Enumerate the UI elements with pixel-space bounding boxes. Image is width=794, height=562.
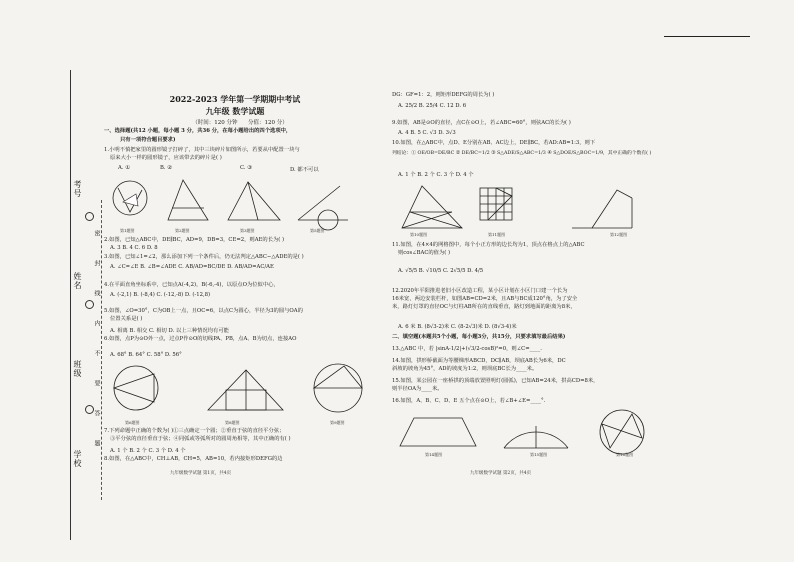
q12-text: 12.2020年平阳推进老旧小区改造工程，某小区计划在小区门口建一个长为 [392, 288, 568, 294]
q5-text: 5.如图，∠O=30°，C为OB上一点，且OC=6，以点C为圆心，半径为3的圆与OA的 [104, 308, 303, 314]
q11-text-2: 则cos∠BAC的值为( ) [398, 250, 451, 256]
section1-heading-2: 只有一项符合题目要求) [120, 137, 176, 143]
fig-caption: 第2题图 [175, 228, 190, 233]
school-label: 学校 [73, 450, 82, 468]
class-label: 班级 [73, 360, 82, 378]
seal-char: 线 [93, 290, 100, 297]
fig-caption: 第9题图 [330, 420, 345, 425]
q7-text-2: ③平分弦的直径垂直于弦；④同弧或等弧所对的圆周角相等，其中正确的有( ) [110, 436, 291, 442]
q6-text: 6.如图，点P为⊙O外一点，过点P作⊙O的切线PA、PB，点A、B为切点，连接AO [104, 336, 297, 342]
q2-options: A. 3 B. 4 C. 6 D. 8 [110, 245, 158, 251]
fig-caption: 第16题图 [616, 452, 634, 457]
section2-heading: 二、填空题(本题共5个小题，每小题3分，共15分，只要求填写最后结果) [392, 334, 566, 340]
q4-text: 4.在平面直角坐标系中，已知点A(-4,2)，B(-6,-4)，以原点O为位似中心， [104, 282, 279, 288]
seal-char: 密 [93, 230, 100, 237]
q9-options: A. 4 B. 5 C. √3 D. 3√3 [398, 130, 456, 136]
q15-text: 15.如图，某公园在一座桥拱的顶端放置照明灯(圆弧)，已知AB=24米，拱高CD=8米， [392, 378, 599, 384]
exam-info: （时间：120 分钟 分值：120 分） [192, 120, 288, 126]
q3-text: 3.如图，已知∠1=∠2，那么添加下列一个条件后，仍无法判定△ABC∽△ADE的是( ) [104, 254, 304, 260]
q13-text: 13.△ABC 中，若 |sinA-1/2|+(√3/2-cosB)²=0，则∠C=____. [392, 346, 542, 352]
q12-options: A. 6 米 B. (8√3-2)米 C. (8-2√3)米 D. (8√3-4)米 [398, 324, 517, 330]
figure-row-3 [392, 180, 662, 232]
fig-caption: 第10题图 [410, 232, 428, 237]
q14-text: 14.如图，拱形桥截面为等腰梯形ABCD，DC∥AB，坝底AB长为6米，DC [392, 358, 566, 364]
fig-caption: 第11题图 [488, 232, 506, 237]
q10-text: 10.如图，在△ABC中，点D、E分别在AB、AC边上，DE∥BC，若AD:AB=1:3，则下 [392, 140, 596, 146]
q10-statements: 列结论：① OE/OB=DE/BC ② DE/BC=1/2 ③ S△ADE/S△ABC=1/3 ④ S△DOE/S△BOC=1/9，其中正确的个数有( ) [392, 151, 652, 156]
seal-char: 封 [93, 260, 100, 267]
q11-text: 11.如图，在4×4的网格图中，每个小正方形的边长均为1，顶点在格点上的△ABC [392, 242, 585, 248]
fig-caption: 第8题图 [225, 420, 240, 425]
q1-option-a: A. ① [118, 165, 130, 171]
exam-title: 2022-2023 学年第一学期期中考试 [169, 94, 301, 104]
fig-caption: 第14题图 [425, 452, 443, 457]
exam-subtitle: 九年级 数学试题 [205, 106, 265, 116]
seal-line [101, 200, 102, 500]
q2-text: 2.如图，已知△ABC中，DE∥BC，AD=9，DB=3，CE=2，则AE的长为( ) [104, 237, 285, 243]
seal-char: 要 [93, 380, 100, 387]
q1-option-c: C. ③ [240, 165, 252, 171]
q1-option-d: D. 都不可以 [290, 167, 319, 173]
q1-text: 1.小明不慎把家里的圆形镜子打碎了，其中三块碎片如图所示，若要从中配置一块与 [104, 147, 300, 153]
binding-line [70, 70, 71, 540]
fig-caption: 第3题图 [240, 228, 255, 233]
q8-options: A. 25/2 B. 25/4 C. 12 D. 6 [398, 103, 467, 109]
figure-row-2 [108, 360, 378, 420]
q4-options: A. (-2,1) B. (-8,4) C. (-12,-8) D. (-12,8) [110, 292, 211, 298]
q7-options: A. 1 个 B. 2 个 C. 3 个 D. 4 个 [110, 448, 186, 454]
q7-text: 7.下列命题中正确的个数为( )①三点确定一个圆；②垂直于弦的直径平分弦； [104, 428, 285, 434]
q9-text: 9.如图，AB是⊙O的直径，点C在⊙O上，若∠ABC=60°，则弦AC的长为( ) [392, 120, 571, 126]
top-rule [664, 36, 750, 37]
q12-text-3: 米，路灯灯罩的直径OC与灯柱AB所在的直线垂直，路灯到地面的距离为8米， [392, 304, 576, 310]
q5-options: A. 相离 B. 相交 C. 相切 D. 以上三种情况均有可能 [110, 328, 229, 334]
q12-text-2: 16米宽，两边安装栏杆，如图AB=CD=2米，且AB与BC成120°角，为了安全 [392, 296, 578, 302]
q6-options: A. 68° B. 64° C. 58° D. 56° [110, 352, 182, 358]
fig-caption: 第1题图 [120, 228, 135, 233]
q1-option-b: B. ② [160, 165, 173, 171]
binding-hole [85, 212, 94, 221]
binding-hole [85, 300, 94, 309]
q3-options: A. ∠C=∠E B. ∠B=∠ADE C. AB/AD=BC/DE D. AB/AD=AC/AE [110, 264, 274, 270]
page-footer-left: 九年级数学试题 第1页，共4页 [170, 471, 232, 476]
q1-text-2: 原来大小一样的圆形镜子，应该带去的碎片是( ) [110, 155, 222, 161]
fig-caption: 第15题图 [530, 452, 548, 457]
figure-row-1 [108, 172, 378, 230]
seal-char: 内 [93, 320, 100, 327]
section1-heading: 一、选择题(共12 小题，每小题 3 分，共36 分，在每小题给出的四个选项中， [104, 128, 292, 134]
fig-caption: 第6题图 [125, 420, 140, 425]
q16-text: 16.如图，A、B、C、D、E 五个点在⊙O上，若∠B+∠E=____°. [392, 398, 546, 404]
seal-char: 不 [93, 350, 100, 357]
fig-caption: 第5题图 [310, 228, 325, 233]
q14-text-2: 斜坡的坡角为45°，AD的坡度为1:2，则坝底BC长为____米。 [392, 366, 538, 372]
page-footer-right: 九年级数学试题 第2页，共4页 [470, 471, 532, 476]
exam-number-label: 考号 [73, 180, 82, 198]
seal-char: 答 [93, 410, 100, 417]
q11-options: A. √5/5 B. √10/5 C. 2√5/5 D. 4/5 [398, 268, 484, 274]
q10-options: A. 1 个 B. 2 个 C. 3 个 D. 4 个 [398, 172, 474, 178]
name-label: 姓名 [73, 272, 82, 290]
q8-text: 8.如图，在△ABC中，CH⊥AB，CH=5，AB=10，若内接矩形DEFG的边 [104, 456, 283, 462]
fig-caption: 第12题图 [610, 232, 628, 237]
figure-row-4 [396, 408, 658, 458]
seal-char: 题 [93, 440, 100, 447]
q8-cont: DG：GF=1：2，则矩形DEFG的周长为( ) [392, 92, 495, 98]
q5-text-2: 位置关系是( ) [110, 316, 143, 322]
q15-text-2: 则半径OA为____米。 [392, 386, 443, 392]
